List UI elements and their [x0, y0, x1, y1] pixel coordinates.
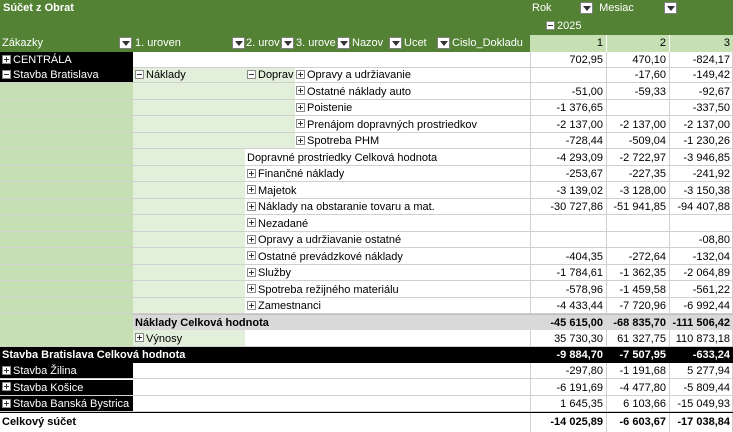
- expand-icon[interactable]: [247, 301, 256, 310]
- obstaranie-cell[interactable]: [247, 199, 530, 214]
- expand-icon[interactable]: [296, 86, 305, 95]
- row-label: Služby: [258, 267, 292, 279]
- value-cell: 5 277,94: [687, 365, 730, 377]
- cislo-dokladu-label: Cislo_Dokladu: [452, 37, 523, 49]
- sluzby-cell[interactable]: [247, 265, 530, 280]
- nazov-dropdown-icon[interactable]: [389, 37, 402, 49]
- table-row: [0, 396, 733, 412]
- value-cell: -15 049,93: [677, 398, 730, 410]
- oprav-udrz-cell[interactable]: [296, 67, 530, 82]
- value-cell: -4 293,09: [556, 151, 603, 164]
- bratislava-total-label: Stavba Bratislava Celková hodnota: [0, 347, 733, 363]
- doprav-total-label: Dopravné prostriedky Celková hodnota: [247, 151, 438, 164]
- bratislava-cell[interactable]: [0, 67, 133, 82]
- collapse-icon[interactable]: [2, 70, 11, 79]
- row-label: Spotreba režijného materiálu: [258, 283, 399, 296]
- ucet-field[interactable]: [403, 35, 451, 52]
- value-cell: -633,24: [669, 347, 733, 363]
- value-cell: [606, 100, 669, 115]
- row-label: Finančné náklady: [258, 168, 345, 180]
- value-cell: -92,67: [698, 85, 730, 98]
- row-label: Náklady: [146, 69, 186, 81]
- table-row: [0, 331, 733, 347]
- value-cell: -3 150,38: [683, 184, 730, 197]
- expand-icon[interactable]: [296, 70, 305, 79]
- value-cell: [606, 232, 669, 247]
- value-cell: -6 603,67: [619, 416, 666, 428]
- value-cell: -1 230,26: [683, 135, 730, 147]
- value-cell: -51 941,85: [613, 201, 666, 213]
- value-cell: 110 873,18: [675, 332, 730, 345]
- year-header[interactable]: [530, 18, 733, 35]
- value-cell: -94 407,88: [677, 201, 730, 213]
- uroven2-field[interactable]: [245, 35, 295, 52]
- value-cell: -5 809,44: [683, 381, 730, 394]
- mesiac-label: Mesiac: [599, 2, 634, 14]
- expand-icon[interactable]: [296, 136, 305, 145]
- value-cell: -1 362,35: [619, 267, 666, 279]
- value-cell: -2 722,97: [619, 151, 666, 164]
- value-cell: -7 507,95: [606, 347, 669, 363]
- value-cell: -17 038,84: [677, 416, 730, 428]
- value-cell: [530, 232, 606, 247]
- naklady-cell[interactable]: [135, 67, 245, 82]
- value-cell: 702,95: [569, 54, 603, 66]
- value-cell: -2 064,89: [683, 267, 730, 279]
- rok-filter-dropdown-icon[interactable]: [580, 2, 593, 14]
- row-label: Majetok: [258, 184, 297, 197]
- year-label: 2025: [557, 20, 582, 32]
- spotreba-rez-cell[interactable]: [247, 282, 530, 297]
- expand-icon[interactable]: [247, 235, 256, 244]
- row-label: Prenájom dopravných prostriedkov: [307, 118, 477, 131]
- table-row: [0, 282, 733, 298]
- table-row: [0, 133, 733, 149]
- mesiac-field[interactable]: [578, 0, 733, 18]
- expand-icon[interactable]: [247, 218, 256, 227]
- table-row: [0, 199, 733, 215]
- pivot-title: Súčet z Obrat: [0, 0, 530, 18]
- nazov-label: Nazov: [352, 37, 384, 49]
- table-row: [0, 84, 733, 100]
- uroven3-dropdown-icon[interactable]: [337, 37, 350, 49]
- expand-icon[interactable]: [247, 202, 256, 211]
- value-cell: -7 720,96: [619, 300, 666, 312]
- value-cell: -14 025,89: [550, 416, 603, 428]
- centrala-cell[interactable]: [0, 52, 133, 67]
- table-row: [0, 52, 733, 68]
- expand-icon[interactable]: [2, 399, 11, 408]
- bystrica-cell[interactable]: [0, 396, 133, 411]
- table-row: [0, 249, 733, 265]
- uroven1-dropdown-icon[interactable]: [232, 37, 245, 49]
- value-cell: -253,67: [565, 168, 603, 180]
- zakazky-dropdown-icon[interactable]: [119, 37, 132, 49]
- ucet-label: Ucet: [404, 37, 427, 49]
- row-label: Spotreba PHM: [307, 135, 380, 147]
- financne-cell[interactable]: [247, 166, 530, 181]
- table-row: [0, 298, 733, 314]
- value-cell: -3 946,85: [683, 151, 730, 164]
- rok-field[interactable]: [530, 0, 578, 18]
- value-cell: 470,10: [632, 54, 666, 66]
- value-cell: -297,80: [565, 365, 603, 377]
- row-label: Stavba Košice: [13, 381, 84, 394]
- header-blank: [0, 18, 530, 35]
- value-cell: -2 137,00: [619, 118, 666, 131]
- value-cell: 1 645,35: [560, 398, 603, 410]
- value-cell: -68 835,70: [606, 314, 669, 330]
- majetok-cell[interactable]: [247, 183, 530, 198]
- expand-icon[interactable]: [247, 268, 256, 277]
- value-cell: -111 506,42: [669, 314, 733, 330]
- table-row: [0, 314, 733, 330]
- value-cell: -561,22: [692, 283, 730, 296]
- vynosy-cell[interactable]: [135, 331, 245, 346]
- zamestnanci-cell[interactable]: [247, 298, 530, 313]
- uroven3-field[interactable]: [295, 35, 351, 52]
- row-label: Opravy a udržiavanie: [307, 69, 411, 81]
- table-row: [0, 232, 733, 248]
- row-label: Poistenie: [307, 102, 353, 114]
- ost-prevadz-cell[interactable]: [247, 249, 530, 264]
- row-label: Výnosy: [146, 332, 183, 345]
- table-row: [0, 183, 733, 199]
- value-cell: [530, 67, 606, 82]
- value-cell: -132,04: [692, 250, 730, 263]
- value-cell: -4 433,44: [556, 300, 603, 312]
- header-row-columns: [0, 35, 733, 52]
- row-label: Zamestnanci: [258, 300, 321, 312]
- table-row: [0, 67, 733, 83]
- value-cell: -30 727,86: [550, 201, 603, 213]
- value-cell: -9 884,70: [530, 347, 606, 363]
- value-cell: -6 992,44: [683, 300, 730, 312]
- kosice-cell[interactable]: [0, 380, 133, 395]
- uroven2-dropdown-icon[interactable]: [281, 37, 294, 49]
- table-row: [0, 265, 733, 281]
- value-cell: -1 459,58: [619, 283, 666, 296]
- cislo-dokladu-field[interactable]: [451, 35, 530, 52]
- value-cell: -1 191,68: [619, 365, 666, 377]
- value-cell: -404,35: [565, 250, 603, 263]
- expand-icon[interactable]: [247, 251, 256, 260]
- grand-total-label: Celkový súčet: [2, 416, 76, 428]
- table-row: [0, 166, 733, 182]
- row-label: Náklady na obstaranie tovaru a mat.: [258, 201, 435, 213]
- table-row: [0, 117, 733, 133]
- expand-icon[interactable]: [2, 55, 11, 64]
- table-row: [0, 363, 733, 379]
- value-cell: 61 327,75: [617, 332, 666, 345]
- value-cell: -578,96: [565, 283, 603, 296]
- value-cell: -2 137,00: [683, 118, 730, 131]
- collapse-icon[interactable]: [247, 70, 256, 79]
- value-cell: -728,44: [565, 135, 603, 147]
- table-row: [0, 216, 733, 232]
- ucet-dropdown-icon[interactable]: [437, 37, 450, 49]
- uroven3-label: 3. urove: [296, 37, 336, 49]
- expand-icon[interactable]: [296, 103, 305, 112]
- zakazky-field[interactable]: [0, 35, 133, 52]
- value-cell: -272,64: [628, 250, 666, 263]
- row-label: Doprav: [258, 69, 294, 81]
- row-label: Ostatné náklady auto: [307, 85, 411, 98]
- naklady-total-label: Náklady Celková hodnota: [133, 314, 530, 330]
- nezadane-cell[interactable]: [247, 216, 530, 231]
- value-cell: -149,42: [692, 69, 730, 81]
- doprav-cell[interactable]: [247, 67, 295, 82]
- month-header-3: 3: [669, 35, 733, 52]
- nazov-field[interactable]: [351, 35, 403, 52]
- ost-nakl-auto-cell[interactable]: [296, 84, 530, 99]
- expand-icon[interactable]: [247, 185, 256, 194]
- table-row: [0, 347, 733, 363]
- month-header-1: 1: [530, 35, 606, 52]
- row-label: Ostatné prevádzkové náklady: [258, 250, 403, 263]
- value-cell: 6 103,66: [623, 398, 666, 410]
- value-cell: -3 139,02: [556, 184, 603, 197]
- value-cell: -227,35: [628, 168, 666, 180]
- month-header-2: 2: [606, 35, 669, 52]
- value-cell: -17,60: [634, 69, 666, 81]
- value-cell: -2 137,00: [556, 118, 603, 131]
- header-row-title: [0, 0, 733, 18]
- row-label: CENTRÁLA: [13, 54, 72, 66]
- value-cell: -45 615,00: [530, 314, 606, 330]
- value-cell: -4 477,80: [619, 381, 666, 394]
- collapse-icon[interactable]: [135, 70, 144, 79]
- expand-icon[interactable]: [247, 284, 256, 293]
- collapse-year-icon[interactable]: [546, 21, 555, 30]
- row-label: Nezadané: [258, 217, 309, 230]
- zakazky-label: Zákazky: [2, 37, 43, 49]
- expand-icon[interactable]: [2, 382, 11, 391]
- value-cell: -51,00: [571, 85, 603, 98]
- row-label: Stavba Banská Bystrica: [13, 398, 130, 410]
- spotreba-phm-cell[interactable]: [296, 133, 530, 148]
- value-cell: [606, 216, 669, 231]
- table-row: [0, 150, 733, 166]
- table-row: [0, 412, 733, 432]
- prenajom-cell[interactable]: [296, 117, 530, 132]
- uroven1-field[interactable]: [133, 35, 245, 52]
- oprav-ost-cell[interactable]: [247, 232, 530, 247]
- poistenie-cell[interactable]: [296, 100, 530, 115]
- uroven2-label: 2. urov: [246, 37, 280, 49]
- zilina-cell[interactable]: [0, 363, 133, 378]
- row-label: Opravy a udržiavanie ostatné: [258, 234, 402, 246]
- value-cell: -6 191,69: [556, 381, 603, 394]
- value-cell: -1 784,61: [556, 267, 603, 279]
- header-row-year: [0, 18, 733, 35]
- uroven1-label: 1. uroven: [135, 37, 181, 49]
- value-cell: -337,50: [692, 102, 730, 114]
- value-cell: [669, 216, 733, 231]
- value-cell: -241,92: [692, 168, 730, 180]
- value-cell: -509,04: [628, 135, 666, 147]
- table-row: [0, 380, 733, 396]
- rok-label: Rok: [532, 2, 552, 14]
- value-cell: 35 730,30: [554, 332, 603, 345]
- value-cell: -08,80: [698, 234, 730, 246]
- expand-icon[interactable]: [2, 366, 11, 375]
- table-row: [0, 100, 733, 116]
- expand-icon[interactable]: [296, 119, 305, 128]
- expand-icon[interactable]: [135, 333, 144, 342]
- row-label: Stavba Žilina: [13, 365, 77, 377]
- value-cell: -1 376,65: [556, 102, 603, 114]
- expand-icon[interactable]: [247, 169, 256, 178]
- value-cell: -824,17: [692, 54, 730, 66]
- mesiac-filter-dropdown-icon[interactable]: [664, 2, 677, 14]
- value-cell: [530, 216, 606, 231]
- value-cell: -59,33: [634, 85, 666, 98]
- value-cell: -3 128,00: [619, 184, 666, 197]
- row-label: Stavba Bratislava: [13, 69, 99, 81]
